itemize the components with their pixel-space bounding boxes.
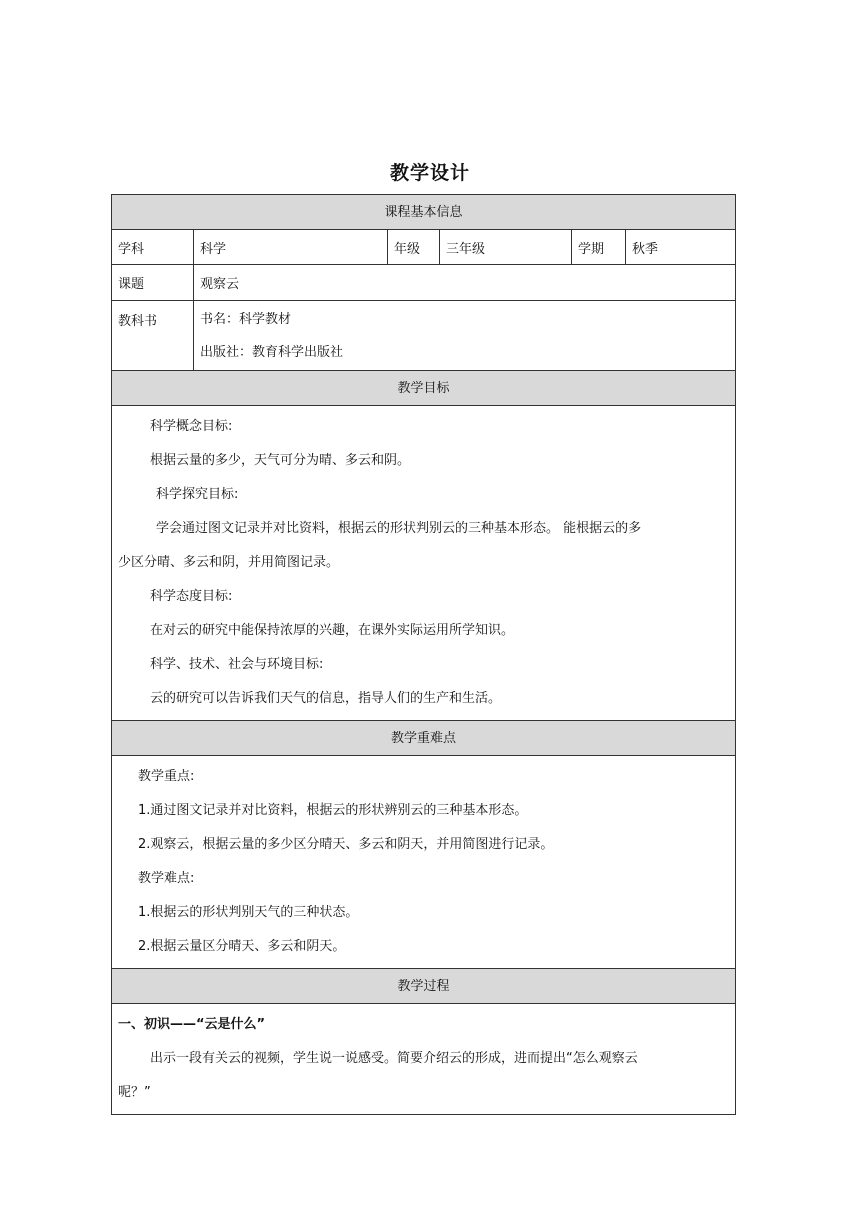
goal-line: 云的研究可以告诉我们天气的信息，指导人们的生产和生活。 [150,691,502,706]
goal-line: 科学态度目标: [150,589,233,604]
textbook-label: 教科书 [112,301,194,370]
process-section-title: 一、初识——“云是什么” [118,1017,266,1032]
process-section [112,1004,735,1114]
goals-section [112,406,735,721]
goal-line: 少区分晴、多云和阴，并用简图记录。 [118,555,340,570]
info-row [112,230,735,265]
textbook-info [194,301,735,370]
textbook-name: 书名：科学教材 [200,311,292,327]
basic-info-header: 课程基本信息 [112,195,735,230]
topic-value: 观察云 [200,277,240,292]
process-line: 呢？” [118,1085,151,1100]
topic-label: 课题 [112,265,194,300]
key-point-line: 教学难点: [138,871,195,886]
key-point-line: 2.观察云，根据云量的多少区分晴天、多云和阴天，并用简图进行记录。 [138,837,554,852]
lesson-plan-table [111,194,736,1115]
key-point-line: 教学重点: [138,769,195,784]
goals-header: 教学目标 [112,371,735,406]
grade-value: 三年级 [440,230,572,264]
goal-line: 科学、技术、社会与环境目标: [150,657,324,672]
textbook-row [112,301,735,371]
grade-label: 年级 [388,230,440,264]
goal-line: 科学概念目标: [150,419,233,434]
key-point-line: 1.通过图文记录并对比资料，根据云的形状辨别云的三种基本形态。 [138,803,528,818]
document-title: 教学设计 [389,162,470,184]
key-points-section [112,756,735,969]
subject-label: 学科 [112,230,194,264]
term-value: 秋季 [632,241,659,257]
goal-line: 科学探究目标: [156,487,239,502]
goal-line: 根据云量的多少，天气可分为晴、多云和阴。 [150,453,411,468]
topic-row [112,265,735,301]
goal-line: 在对云的研究中能保持浓厚的兴趣，在课外实际运用所学知识。 [150,623,515,638]
key-points-header: 教学重难点 [112,721,735,756]
process-header: 教学过程 [112,969,735,1004]
term-label: 学期 [572,230,626,264]
subject-value: 科学 [194,230,388,264]
key-point-line: 2.根据云量区分晴天、多云和阴天。 [138,939,346,954]
textbook-publisher: 出版社：教育科学出版社 [200,344,344,360]
key-point-line: 1.根据云的形状判别天气的三种状态。 [138,905,359,920]
process-line: 出示一段有关云的视频，学生说一说感受。简要介绍云的形成，进而提出“怎么观察云 [150,1051,638,1066]
goal-line: 学会通过图文记录并对比资料，根据云的形状判别云的三种基本形态。 能根据云的多 [156,521,642,536]
